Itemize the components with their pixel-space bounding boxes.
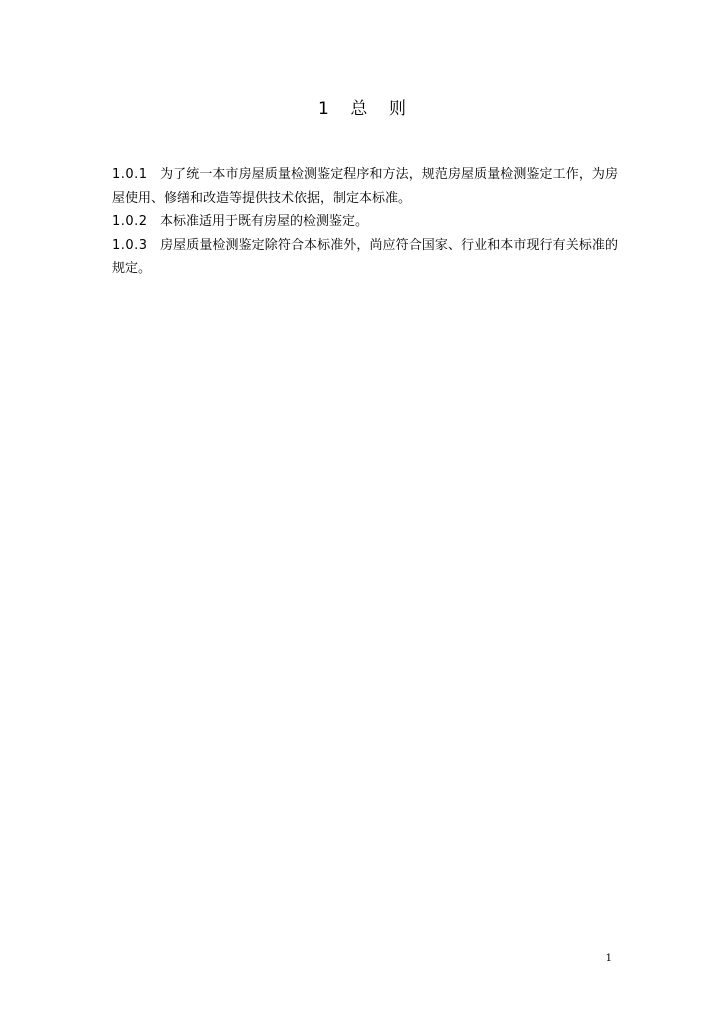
clause-number: 1.0.2 xyxy=(112,214,148,229)
clause-1-0-3 xyxy=(112,234,618,281)
clause-text: 房屋质量检测鉴定除符合本标准外，尚应符合国家、行业和本市现行有关标准的规定。 xyxy=(112,237,618,276)
clause-list xyxy=(112,163,618,281)
clause-number: 1.0.1 xyxy=(112,167,148,182)
clause-1-0-2 xyxy=(112,210,618,234)
chapter-title: 1 总 则 xyxy=(317,99,407,119)
clause-number: 1.0.3 xyxy=(112,237,148,253)
clause-text: 本标准适用于既有房屋的检测鉴定。 xyxy=(160,214,369,229)
clause-text: 为了统一本市房屋质量检测鉴定程序和方法，规范房屋质量检测鉴定工作，为房屋使用、修缮和改造等提供技术依据，制定本标准。 xyxy=(112,167,618,206)
clause-1-0-1 xyxy=(112,163,618,210)
page-number: 1 xyxy=(605,953,612,964)
